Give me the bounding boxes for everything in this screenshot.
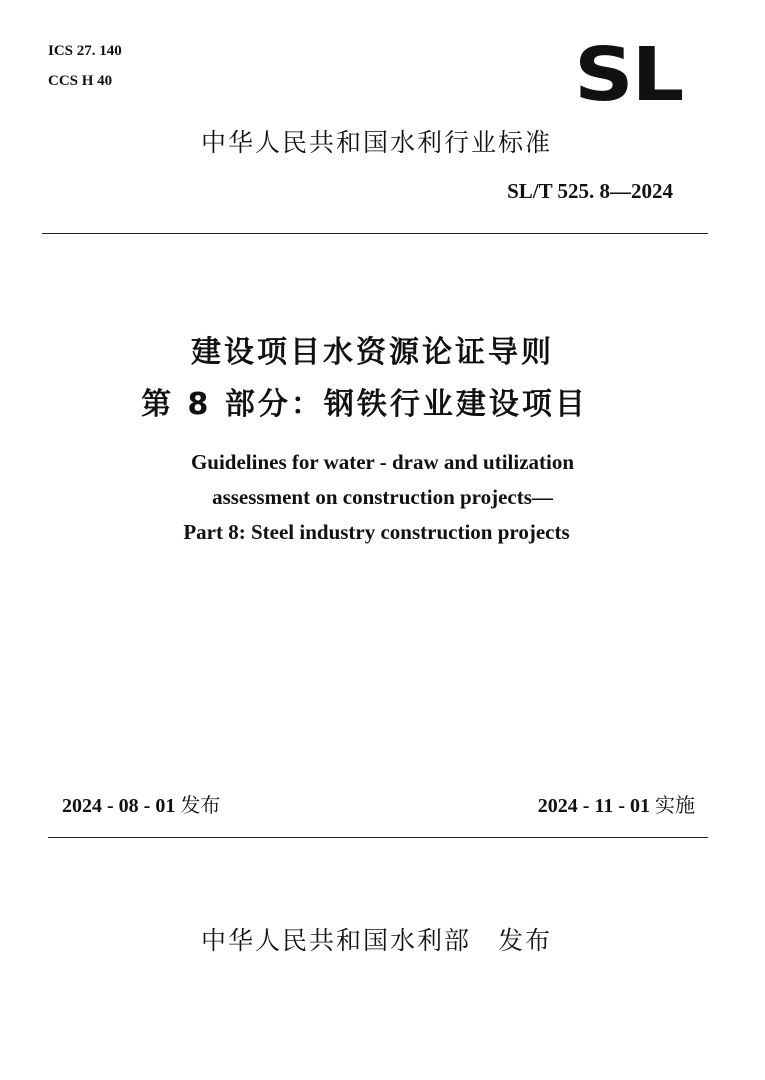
issue-date-value: 2024 - 08 - 01 xyxy=(62,795,176,817)
implementation-date-label: 实施 xyxy=(655,793,695,817)
title-chinese-line-1: 建设项目水资源论证导则 xyxy=(191,335,554,370)
issue-date xyxy=(62,792,220,819)
title-english-line-1: Guidelines for water - draw and utilization xyxy=(190,450,575,474)
title-english-line-3: Part 8: Steel industry construction projects xyxy=(183,520,570,544)
top-divider xyxy=(42,233,708,234)
bottom-divider xyxy=(48,837,708,838)
publisher: 中华人民共和国水利部 发布 xyxy=(200,926,552,955)
ics-code: ICS 27. 140 xyxy=(48,43,122,59)
title-chinese-line-2: 第 8 部分：钢铁行业建设项目 xyxy=(141,387,588,422)
standard-number: SL/T 525. 8—2024 xyxy=(507,179,673,203)
standard-category: 中华人民共和国水利行业标准 xyxy=(200,128,552,157)
sl-logo: SL xyxy=(574,32,683,118)
ccs-code: CCS H 40 xyxy=(48,73,113,89)
implementation-date xyxy=(538,792,695,819)
implementation-date-value: 2024 - 11 - 01 xyxy=(537,795,650,817)
issue-date-label: 发布 xyxy=(180,793,221,817)
title-english-line-2: assessment on construction projects— xyxy=(212,485,553,509)
